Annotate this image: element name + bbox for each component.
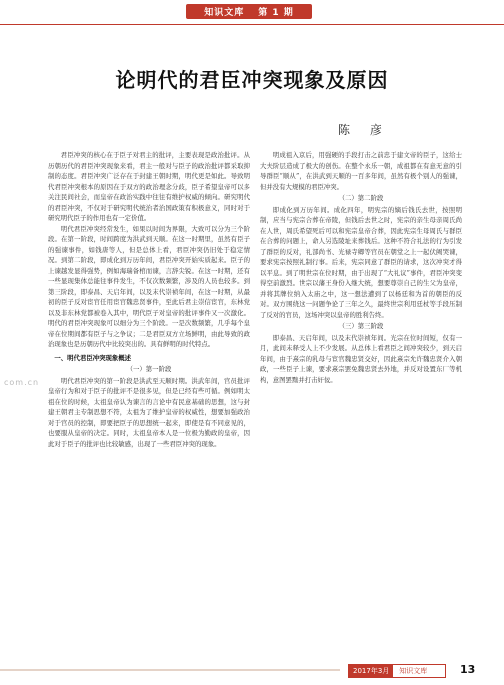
page-number: 13 (460, 663, 476, 676)
header-magazine: 知识文库 (204, 8, 245, 18)
header-pill (186, 4, 312, 19)
footer-magazine: 知识文库 (399, 667, 428, 675)
paragraph: 明代君臣冲突经常发生，如果以时间为界限，大致可以分为三个阶段。在第一阶段，时间跨度为洪武到天顺。在这一时期里，虽然有臣子的强谏事件，如钱唐等人，但是总体上看，君臣冲突仍旧处于稳定情况。到第二阶段，即成化到万历年间，君臣冲突开始实质起来。臣子的上谏越发显得强势，例如海瑞备棺而谏，言辞尖锐。在这一时期，还有一些显现集体总能往事件发生，不仅次数频繁，涉及的人员也较多。到第三阶段，即泰昌、天启年间，以及末代崇祯年间，在这一时期，从最初的臣子反对宦官任用宦官魏忠贤事件，至此后君主崇信宦官，东林党以及非东林党都被卷入其中，明代臣子对皇帝的批评事件又一次激化。明代的君臣冲突现象可以细分为三个阶段。一是次数频繁，几乎每个皇帝在位期间都有臣子与之争议；二是君臣双方立场鲜明，由此导致的政治现象也是历朝历代中比较突出的。具有鲜明的时代特点。 (48, 224, 250, 348)
footer-bar (0, 662, 504, 678)
right-column (260, 150, 462, 655)
paragraph: 明代君臣冲突的第一阶段是洪武至天顺时期。洪武年间，官员批评皇帝行为和对于臣子的批评不是很多见，但是已经有些可循。例如明太祖在位的时候，太祖皇帝认为谏言的言论中有民意基础的思想，这与封建王朝君主专制思想不符，太祖为了维护皇帝的权威性，想要加强政治对于官员的控制，即要把臣子的思想统一起来，即使是有不同意见的，也要服从皇帝的决定。同时，太祖皇帝本人是一位极为勤政的皇帝，因此对于臣子的批评也比较敏感，出现了一些君臣冲突的现象。 (48, 376, 250, 448)
paragraph: 明成祖入京后，用强硬的手段打击之前忠于建文帝的臣子，这给士大夫阶层造成了极大的创伤。在整个永乐一朝，成祖都在有意无意的引导群臣“顺从”，在洪武到天顺的一百多年间，虽然有极个别人的强谏，但并没有大规模的君臣冲突。 (260, 151, 462, 191)
footer-label (348, 664, 446, 678)
footer-stripe (0, 669, 340, 671)
article-author: 陈 彦 (338, 123, 390, 137)
subsection-heading: （二）第二阶段 (338, 194, 384, 202)
section-heading: 一、明代君臣冲突现象概述 (54, 353, 132, 362)
header-issue: 第 1 期 (258, 8, 294, 18)
subsection-heading: （一）第一阶段 (126, 365, 172, 373)
watermark-text: com.cn (4, 378, 40, 387)
paragraph: 即泰昌、天启年间，以及末代崇祯年间。光宗在位时间短，仅有一月，此间未释受人上不少发展。从总体上看君臣之间冲突较少，到天启年间，由于熹宗的乳母与宦官魏忠贤交好，因此熹宗允许魏忠贤介入朝政，一些臣子上谏，要求熹宗罢免魏忠贤去外地，并反对设置东厂等机构，意图罢黜并打击奸佞。 (260, 333, 462, 384)
header-bar (0, 0, 504, 25)
paragraph: 君臣冲突的核心在于臣子对君主的批评，主要表现是政治批评。从历朝历代的君臣冲突现象来看，君主一般对与臣子的政治批评都采取抑制的态度。君臣冲突广泛存在于封建王朝时期，明代更是如此。导致明代君臣冲突根本的原因在于双方的政治理念分歧，臣子希望皇帝可以多关注民间社会，而皇帝在政治实践中往往有维护权威的倾向。研究明代的君臣冲突，不仅对于研究明代统治者治国政策有积极意义，同时对于研究明代臣子的作用也有一定价值。 (48, 151, 250, 222)
left-column (48, 150, 250, 656)
article-title: 论明代的君臣冲突现象及原因 (115, 68, 389, 92)
paragraph: 即成化到万历年间。成化四年，明宪宗的嫡后钱氏去世，按照明制，应当与宪宗合葬在帝陵，但钱后去世之时，宪宗的亲生母亲周氏尚在人世，周氏希望死后可以和宪宗皇帝合葬，因此宪宗生母周氏与群臣在合葬的问题上，命人另选陵址来葬钱后。这种不符合礼法的行为引发了群臣的反对，礼部尚书、光禄寺卿等官员在朝堂之上一起伏阙哭谏，要求宪宗按照礼制行事。后来，宪宗同意了群臣的请求，这次冲突才得以平息。到了明世宗在位时期，由于出现了“大礼议”事件，君臣冲突变得空前激烈。世宗以藩王身份入继大统，想要尊崇自己的生父为皇帝，并将其牌位纳入太庙之中，这一想法遭到了以杨廷和为首的朝臣的反对。双方围绕这一问题争论了三年之久，最终世宗利用廷杖等手段压制了反对的官员，这场冲突以皇帝的胜利告终。 (260, 205, 462, 319)
footer-issue: 2017年3月 (349, 665, 393, 677)
subsection-heading: （三）第三阶段 (338, 322, 384, 330)
